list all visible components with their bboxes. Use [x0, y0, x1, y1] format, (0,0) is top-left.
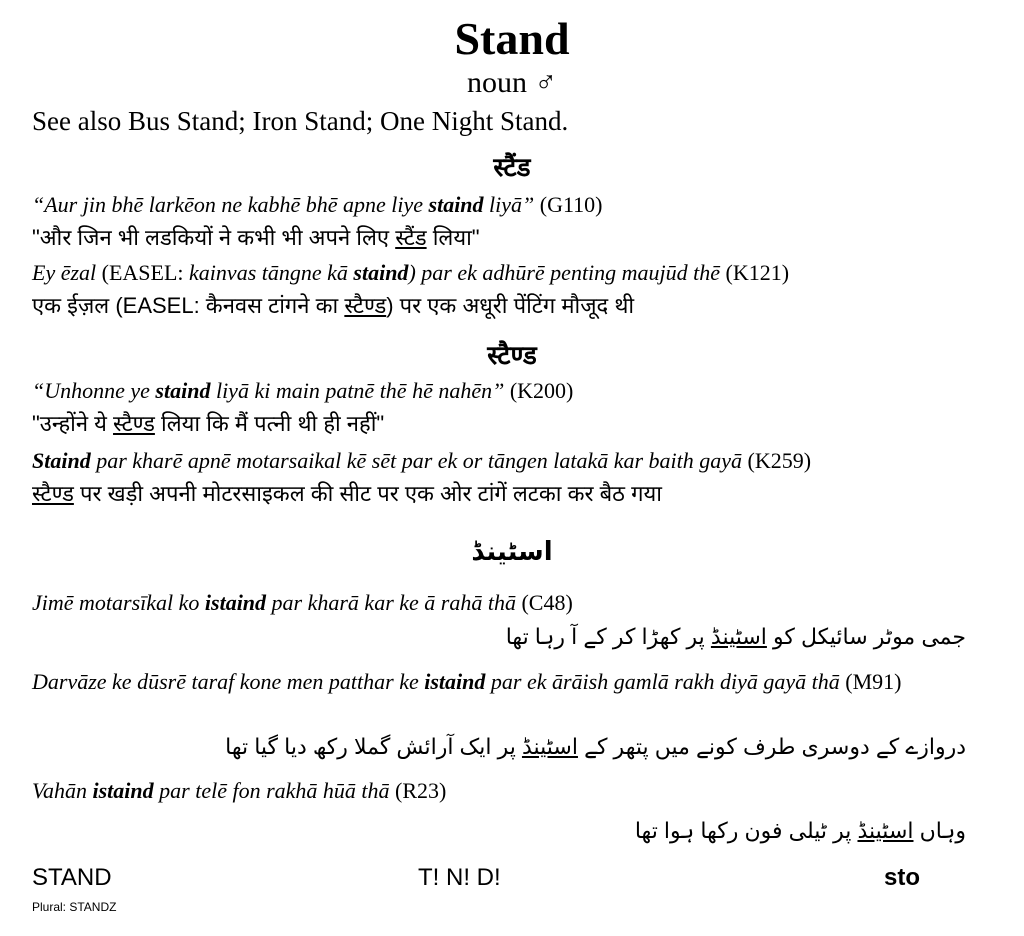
example-reference: (K259): [742, 448, 812, 473]
example-roman: [32, 590, 573, 616]
example-roman-keyword: istaind: [424, 669, 486, 694]
example-roman-post: par ek ārāish gamlā rakh diyā gayā thā: [485, 669, 840, 694]
example-native-keyword: اسٹینڈ: [857, 818, 914, 843]
example-native-pre: "उन्होंने ये: [32, 411, 114, 436]
example-native-pre: دروازے کے دوسری طرف کونے میں پتھر کے: [577, 734, 966, 759]
example-native-keyword: स्टैण्ड: [32, 481, 74, 506]
footer-right-code: sto: [884, 864, 920, 891]
example-native-keyword: اسٹینڈ: [521, 734, 578, 759]
example-roman-keyword: staind: [428, 192, 484, 217]
example-native-post: लिया": [426, 225, 480, 250]
example-roman-keyword: staind: [353, 260, 409, 285]
example-native: [506, 624, 966, 650]
example-roman: [32, 778, 446, 804]
example-reference: (G110): [534, 192, 603, 217]
example-roman-pre: Ey ēzal: [32, 260, 102, 285]
example-roman-keyword: staind: [155, 378, 211, 403]
example-roman-pre: Jimē motarsīkal ko: [32, 590, 205, 615]
example-native: [32, 290, 634, 320]
example-native-keyword: स्टैण्ड: [344, 293, 387, 318]
example-roman-pre: “Unhonne ye: [32, 378, 156, 403]
example-native-post: پر ٹیلی فون رکھا ہوا تھا: [634, 818, 858, 843]
section-heading-devanagari-2: स्टैण्ड: [487, 340, 537, 370]
example-native-keyword: स्टैंड: [395, 225, 427, 250]
example-roman-keyword: Staind: [32, 448, 91, 473]
footer-consonant-pattern: T! N! D!: [418, 864, 501, 891]
example-roman-keyword: istaind: [92, 778, 154, 803]
example-roman-post: liyā ki main patnē thē hē nahēn”: [210, 378, 505, 403]
example-roman-post: par kharā kar ke ā rahā thā: [266, 590, 516, 615]
example-roman: [32, 260, 789, 286]
headword: Stand: [454, 13, 570, 64]
example-native: [635, 818, 966, 844]
example-roman: [32, 448, 811, 474]
example-roman-post: par telē fon rakhā hūā thā: [153, 778, 390, 803]
plural-note: Plural: STANDZ: [32, 900, 117, 914]
example-roman-keyword: istaind: [204, 590, 267, 615]
footer-english-caps: STAND: [32, 864, 112, 891]
example-native-pre: جمی موٹر سائیکل کو: [766, 624, 966, 649]
example-roman-pre: “Aur jin bhē larkēon ne kabhē bhē apne liye: [32, 192, 429, 217]
example-reference: (K121): [720, 260, 790, 285]
example-roman-mid: (EASEL:: [101, 260, 190, 285]
example-native-keyword: स्टैण्ड: [113, 411, 155, 436]
example-native: [32, 478, 662, 508]
example-native-pre: "और जिन भी लडकियों ने कभी भी अपने लिए: [32, 225, 396, 250]
example-native-pre: एक ईज़ल (EASEL: कैनवस टांगने का: [32, 293, 345, 318]
section-heading-urdu: اسٹینڈ: [471, 536, 553, 566]
example-roman-post: par kharē apnē motarsaikal kē sēt par ek or tāngen latakā kar baith gayā: [90, 448, 743, 473]
example-native-post: ) पर एक अधूरी पेंटिंग मौजूद थी: [386, 293, 635, 318]
example-reference: (C48): [515, 590, 573, 615]
example-reference: (K200): [504, 378, 574, 403]
example-native: [32, 222, 480, 252]
example-native-post: پر ایک آرائش گملا رکھ دیا گیا تھا: [225, 734, 522, 759]
section-heading-devanagari-1: स्टैंड: [493, 152, 531, 182]
see-also: See also Bus Stand; Iron Stand; One Night Stand.: [32, 106, 569, 136]
example-roman: [32, 192, 603, 218]
example-roman-post: liyā”: [483, 192, 535, 217]
example-roman-pre: Vahān: [32, 778, 93, 803]
example-roman-post: ) par ek adhūrē penting maujūd thē: [408, 260, 721, 285]
example-native-post: पर खड़ी अपनी मोटरसाइकल की सीट पर एक ओर टांगें लटका कर बैठ गया: [73, 481, 662, 506]
example-native-pre: وہاں: [913, 818, 966, 843]
example-native: [32, 408, 384, 438]
example-native-post: پر کھڑا کر کے آ رہا تھا: [505, 624, 711, 649]
example-reference: (R23): [389, 778, 447, 803]
part-of-speech: noun ♂: [467, 66, 557, 99]
example-native: [225, 734, 966, 760]
example-roman: [32, 668, 1007, 697]
example-native-post: लिया कि मैं पत्नी थी ही नहीं": [154, 411, 385, 436]
example-roman: [32, 378, 573, 404]
example-reference: (M91): [839, 669, 902, 694]
example-roman-pre2: kainvas tāngne kā: [189, 260, 354, 285]
example-roman-pre: Darvāze ke dūsrē taraf kone men patthar ke: [32, 669, 425, 694]
example-native-keyword: اسٹینڈ: [710, 624, 767, 649]
